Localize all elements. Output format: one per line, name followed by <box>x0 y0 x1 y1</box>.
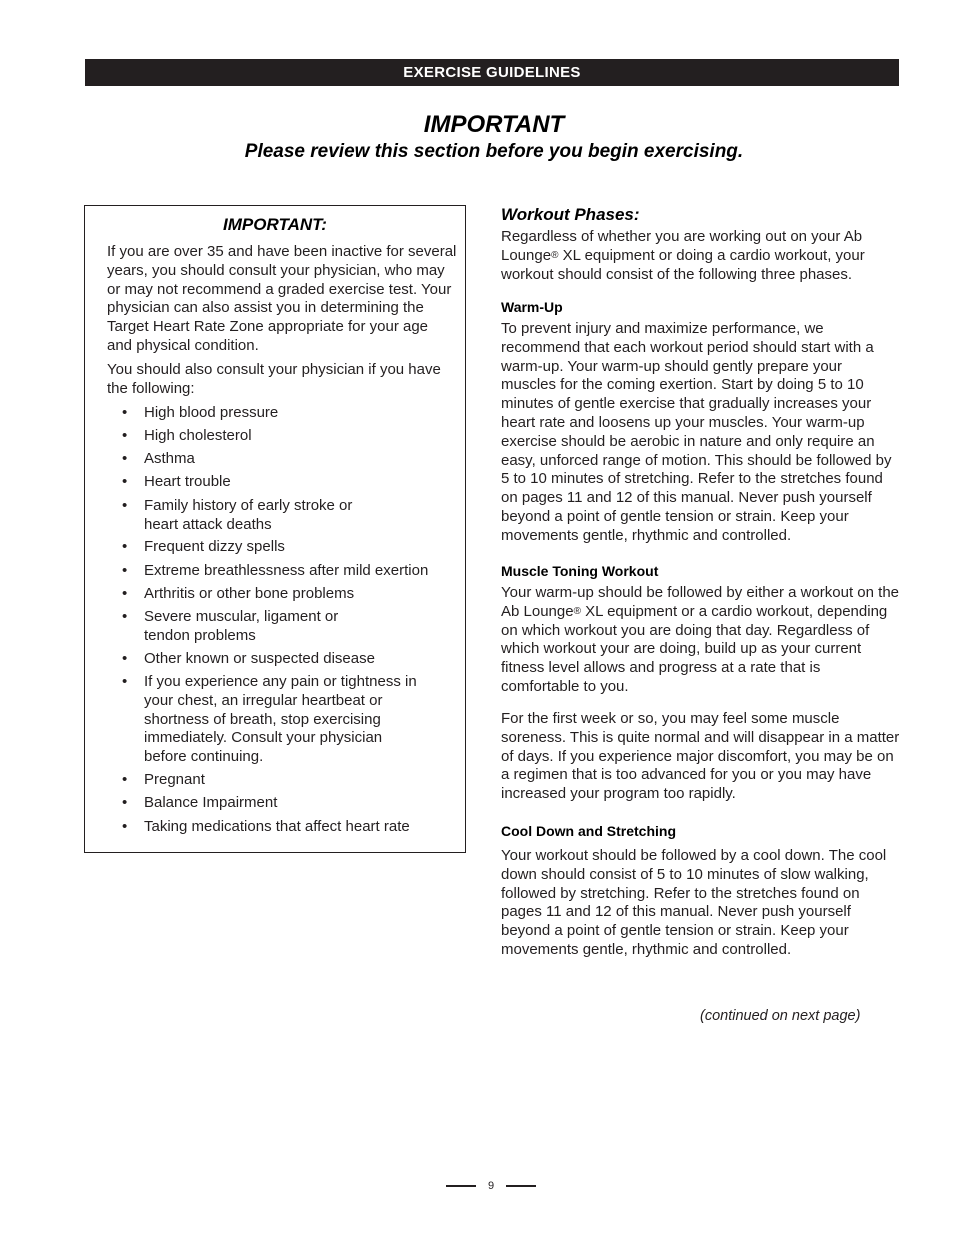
bullet-icon: • <box>122 585 128 602</box>
warmup-heading: Warm-Up <box>501 299 563 315</box>
registered-mark: ® <box>573 605 581 617</box>
bullet-icon: • <box>122 608 128 625</box>
bullet-icon: • <box>122 562 128 579</box>
bullet-icon: • <box>122 450 128 467</box>
bullet-icon: • <box>122 818 128 835</box>
footer-dash <box>446 1185 476 1187</box>
important-box: IMPORTANT: If you are over 35 and have been inactive for several years, you should consult your physician, who may or may not recommend a graded exercise test. Your physician can also assist you in determining the Target Heart Rate Zone appropriate for your age and physical condition. You should also consult your physician if you have the following: • High blood pressure • High cholesterol • Asthma • Heart trouble • Family history of early stroke or heart attack deaths • Frequent dizzy spells • Extreme breathlessness after mild exertion • Arthritis or other bone problems • Severe muscular, ligament or tendon problems • Other known or suspected disease • If you experience any pain or tightness in your chest, an irregular heartbeat or shortness of breath, stop exercising immediately. Consult your physician before continuing. • Pregnant • Balance Impairment • Taking medications that affect heart rate <box>84 205 466 853</box>
continued-note: (continued on next page) <box>700 1008 861 1024</box>
bullet-icon: • <box>122 404 128 421</box>
bullet-icon: • <box>122 473 128 490</box>
bullet-icon: • <box>122 650 128 667</box>
warmup-text: To prevent injury and maximize performance, we recommend that each workout period should start with a warm-up. Your warm-up should gently prepare your muscles for the coming exertion. Start by doing 5 to 10 minutes of gentle exercise that gradually increases your heart rate and loosens up your muscles. Your warm-up exercise should be aerobic in nature and only require an easy, unforced range of motion. This should be followed by 5 to 10 minutes of stretching. Refer to the stretches found on pages 11 and 12 of this manual. Never push yourself beyond a point of gentle tension or strain. Keep your movements gentle, rhythmic and controlled. <box>501 320 892 544</box>
important-box-title: IMPORTANT: <box>223 215 327 234</box>
important-box-consult: You should also consult your physician if you have the following: <box>107 361 441 397</box>
section-header-bar: EXERCISE GUIDELINES <box>85 59 899 86</box>
toning-text: Your warm-up should be followed by either a workout on the Ab Lounge® XL equipment or a cardio workout, depending on which workout you are doing that day. Regardless of which workout your are doing, build up as your current fitness level allows and progress at a rate that is comfortable to you. <box>501 584 900 695</box>
toning-heading: Muscle Toning Workout <box>501 563 659 579</box>
soreness-text: For the first week or so, you may feel some muscle soreness. This is quite normal and will disappear in a matter of days. If you experience major discomfort, you may be on a regimen that is too advanced for you or you may have increased your program too rapidly. <box>501 710 900 803</box>
page-title: IMPORTANT <box>423 111 565 138</box>
bullet-icon: • <box>122 427 128 444</box>
page-subtitle: Please review this section before you begin exercising. <box>244 141 744 162</box>
workout-intro: Regardless of whether you are working out on your Ab Lounge® XL equipment or doing a cardio workout, your workout should consist of the following three phases. <box>501 228 865 283</box>
bullet-icon: • <box>122 673 128 690</box>
registered-mark: ® <box>551 249 559 261</box>
bullet-icon: • <box>122 771 128 788</box>
cooldown-heading: Cool Down and Stretching <box>501 823 676 839</box>
page-number: 9 <box>487 1180 495 1192</box>
important-box-intro: If you are over 35 and have been inactive for several years, you should consult your physician, who may or may not recommend a graded exercise test. Your physician can also assist you in determining the Target Heart Rate Zone appropriate for your age and physical condition. <box>107 243 457 354</box>
cooldown-text: Your workout should be followed by a cool down. The cool down should consist of 5 to 10 minutes of slow walking, followed by stretching. Refer to the stretches found on pages 11 and 12 of this manual. Never push yourself beyond a point of gentle tension or strain. Keep your movements gentle, rhythmic and controlled. <box>501 847 887 958</box>
footer-dash <box>506 1185 536 1187</box>
bullet-icon: • <box>122 794 128 811</box>
page-footer <box>0 1180 954 1192</box>
bullet-icon: • <box>122 538 128 555</box>
workout-phases-heading: Workout Phases: <box>501 205 640 224</box>
bullet-icon: • <box>122 497 128 514</box>
